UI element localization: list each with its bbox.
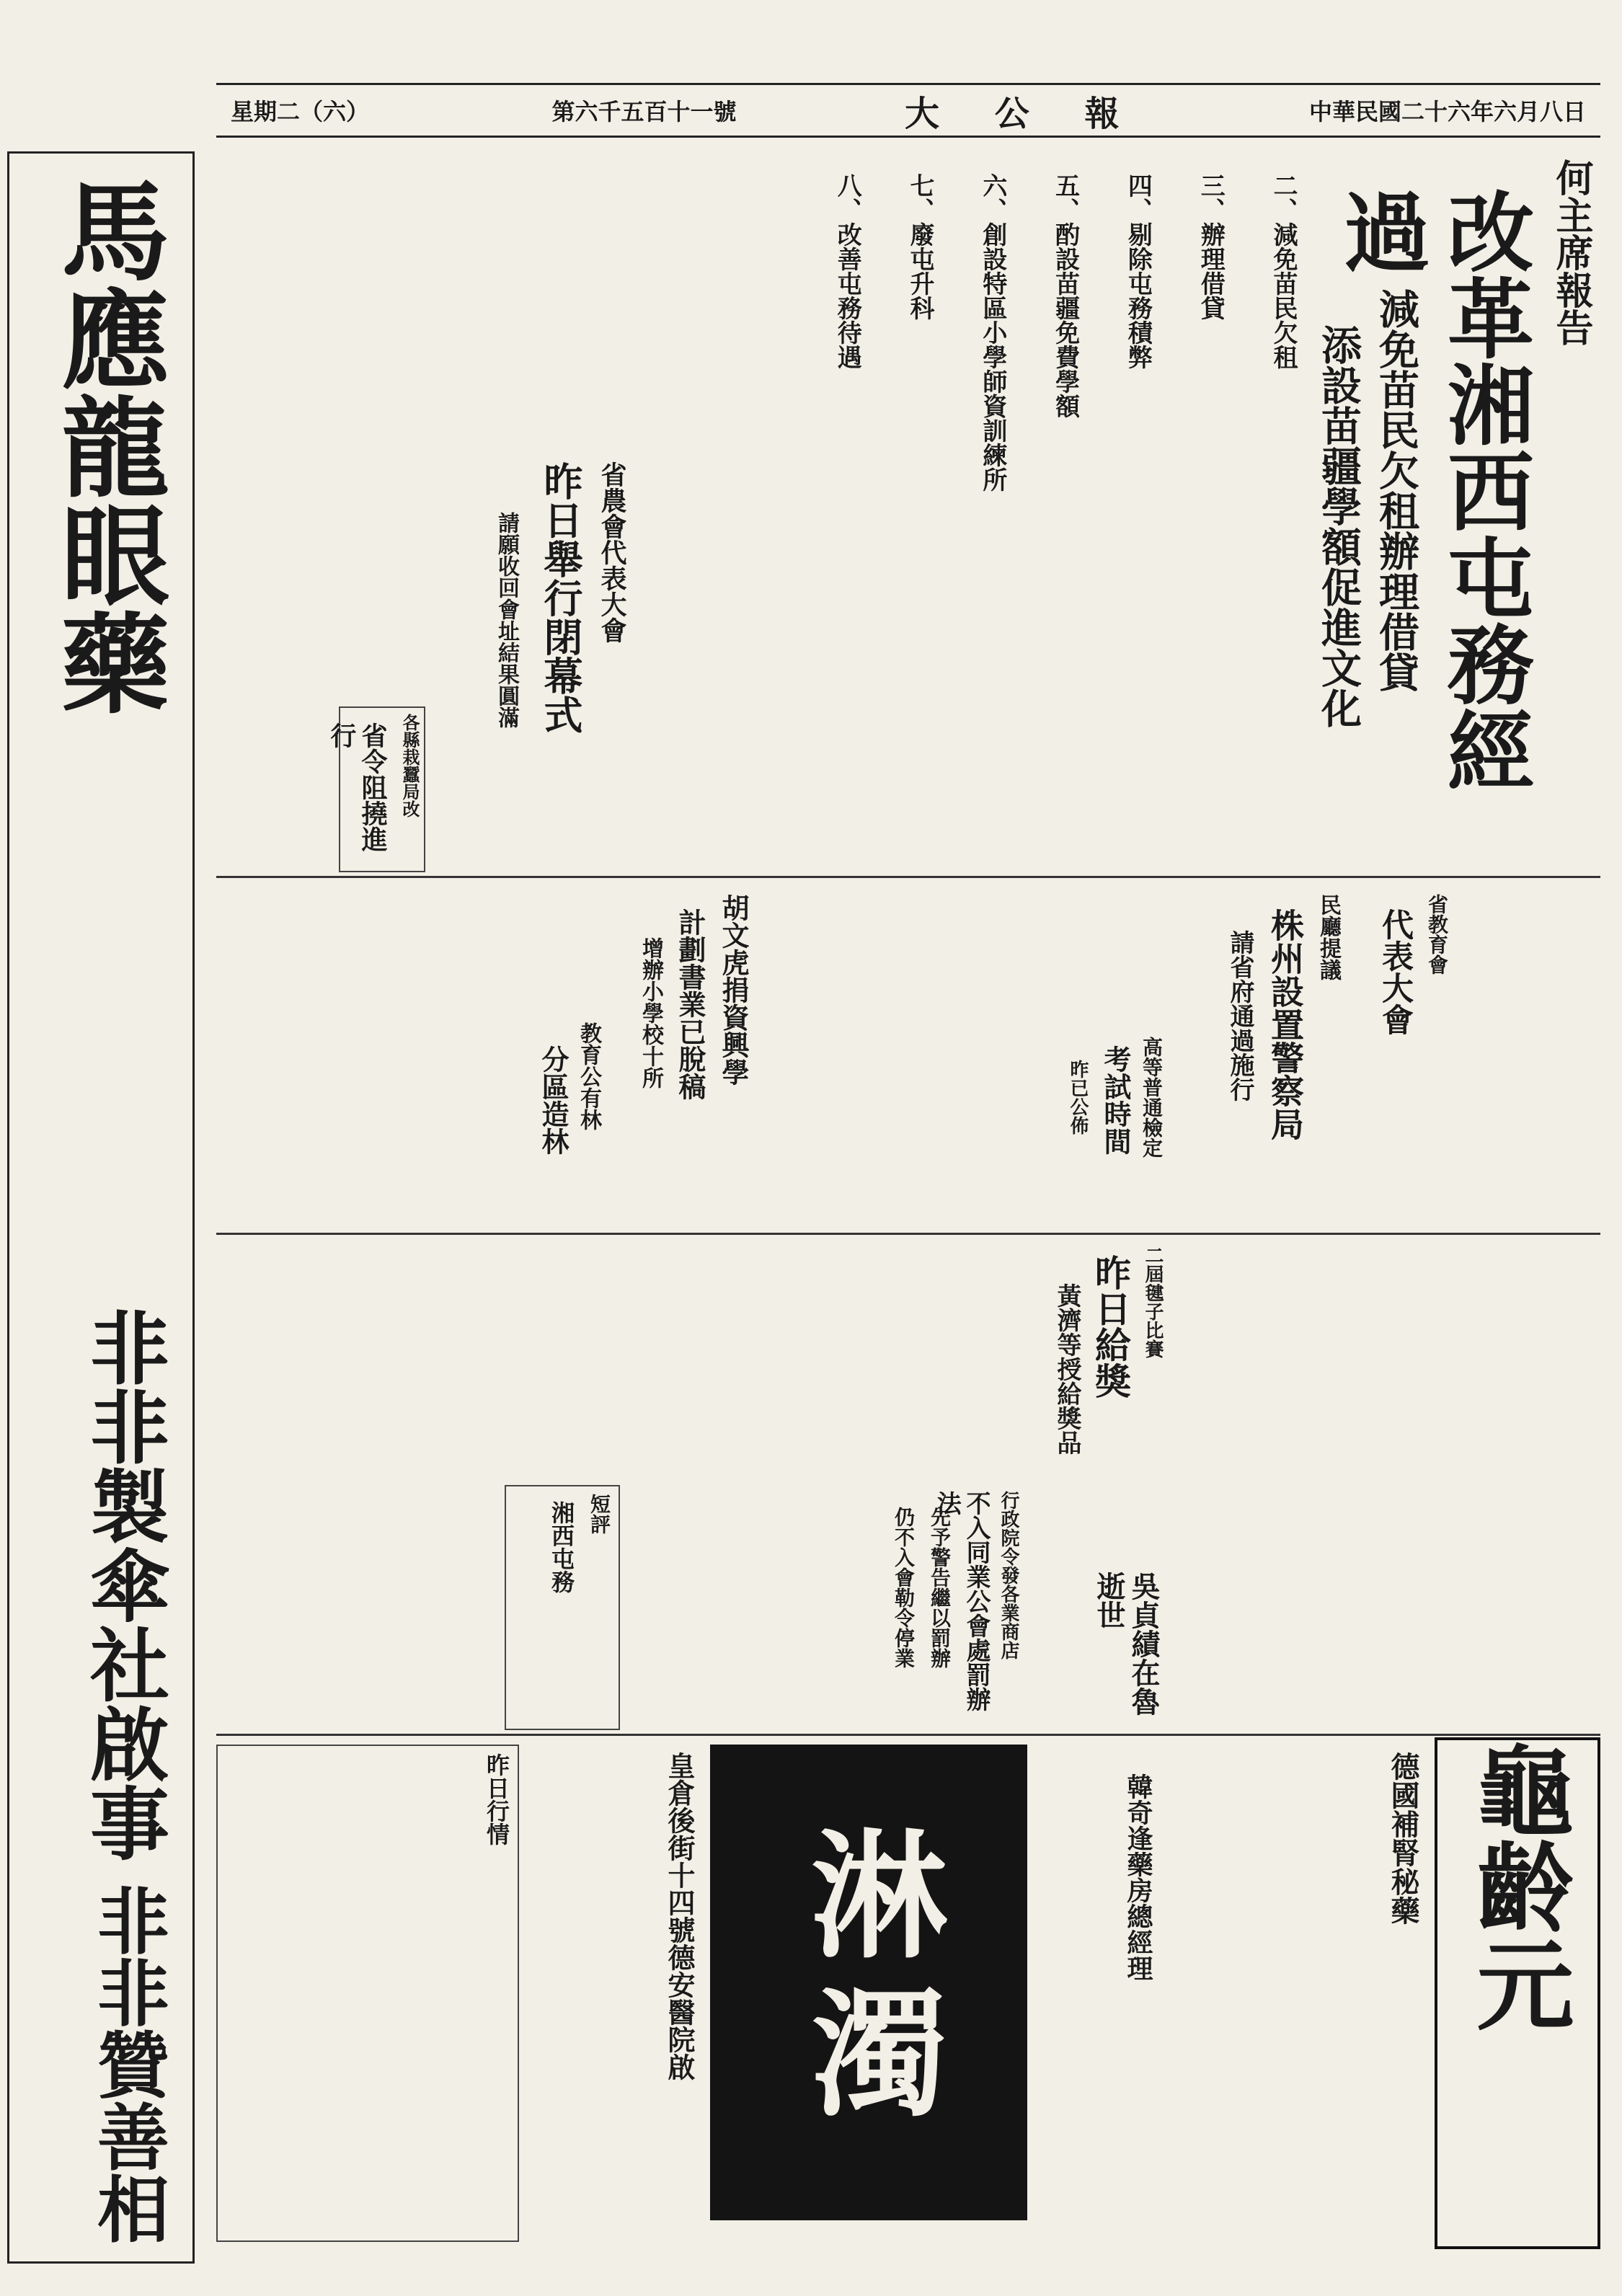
divider	[216, 876, 1600, 878]
silk-title: 省令阻撓進行	[326, 722, 388, 852]
lead-section: 三、辦理借貸	[1196, 173, 1226, 320]
awards-org: 二屆毽子比賽	[1142, 1246, 1164, 1358]
lead-sections	[832, 173, 1298, 822]
huwenhu-article	[598, 887, 757, 1225]
commerce-title: 不入同業公會處罰辦法	[932, 1491, 991, 1711]
lead-section: 六、創設特區小學師資訓練所	[978, 173, 1007, 492]
lead-speaker: 何主席報告	[1549, 159, 1593, 346]
masthead-page: 星期二（六）	[231, 98, 370, 125]
lin-zhuo-ad	[710, 1745, 1027, 2220]
assembly-article	[433, 454, 634, 865]
exam-article	[1038, 1031, 1168, 1233]
masthead	[216, 83, 1600, 138]
hospital-name: 皇倉後街十四號德安醫院啟	[663, 1752, 696, 2080]
market-title: 昨日行情	[483, 1753, 510, 1845]
commerce-subtitle-1: 先予警告繼以罰辦	[928, 1507, 952, 1668]
masthead-issue: 第六千五百十一號	[551, 98, 737, 125]
forestry-article	[519, 1016, 606, 1233]
lead-section: 七、廢屯升科	[905, 173, 935, 320]
police-title: 株州設置警察局	[1266, 908, 1305, 1140]
awards-subtitle: 黃濟等授給獎品	[1052, 1283, 1081, 1455]
awards-article	[1024, 1240, 1168, 1572]
lead-section: 二、減免苗民欠租	[1269, 173, 1298, 369]
forestry-title: 教育公有林	[576, 1022, 601, 1130]
gui-ling-title: 龜齡元	[1461, 1740, 1575, 2032]
pharmacy-ad	[1038, 1745, 1161, 2242]
hospital-ad	[523, 1745, 703, 2242]
masthead-date: 中華民國二十六年六月八日	[1308, 98, 1586, 125]
divider	[216, 1734, 1600, 1736]
exam-org: 高等普通檢定	[1140, 1037, 1164, 1158]
lead-subtitle-2: 添設苗疆學額促進文化	[1315, 324, 1362, 728]
obituary-title: 吳貞績在魯逝世	[1092, 1572, 1161, 1716]
huwenhu-title: 胡文虎捐資興學	[717, 894, 750, 1086]
lin-zhuo-title: 淋濁	[788, 1824, 949, 2141]
awards-title: 昨日給獎	[1089, 1254, 1132, 1399]
exam-title: 考試時間	[1099, 1045, 1132, 1155]
gui-sub-ad	[1370, 1745, 1427, 2242]
assembly-title: 昨日舉行閉幕式	[538, 461, 584, 734]
editorial-box	[505, 1485, 620, 1730]
silk-article	[326, 706, 425, 872]
commerce-org: 行政院令發各業商店	[998, 1491, 1019, 1659]
left-ad-strip	[7, 151, 195, 2264]
masthead-title: 大 公 報	[905, 93, 1141, 134]
editorial-label: 短評	[588, 1494, 611, 1534]
pharmacy-name: 韓奇逢藥房總經理	[1123, 1773, 1153, 1981]
gui-ling-ad	[1435, 1737, 1600, 2249]
assembly-subtitle: 請願收回會址結果圓滿	[494, 512, 519, 728]
lead-section: 四、剔除屯務積弊	[1123, 173, 1153, 369]
huwenhu-subtitle-1: 計劃書業已脫稿	[674, 908, 706, 1100]
lead-title: 改革湘西屯務經過	[1329, 187, 1535, 793]
education-article	[1348, 887, 1456, 1117]
huwenhu-subtitle-2: 增辦小學校十所	[638, 937, 663, 1089]
lead-section: 五、酌設苗疆免費學額	[1050, 173, 1080, 418]
education-title: 代表大會	[1376, 908, 1413, 1035]
police-subtitle: 請省府通過施行	[1226, 930, 1254, 1102]
divider	[216, 1233, 1600, 1235]
ad-ma-ying-long: 馬應龍眼藥	[43, 175, 169, 716]
lead-section: 八、改善屯務待遇	[833, 173, 862, 369]
obituary-article	[1060, 1564, 1168, 1737]
ad-feifei-umbrella: 非非製傘社啟事	[77, 1307, 170, 1862]
lead-subtitle-1: 減免苗民欠租辦理借貸	[1373, 288, 1420, 692]
gui-subtitle: 德國補腎秘藥	[1386, 1752, 1420, 1925]
police-org: 民廳提議	[1316, 894, 1341, 980]
market-box	[216, 1745, 519, 2242]
assembly-org: 省農會代表大會	[597, 461, 627, 643]
police-article	[1189, 887, 1348, 1204]
forestry-subtitle: 分區造林	[537, 1045, 570, 1155]
exam-subtitle: 昨已公佈	[1067, 1060, 1089, 1135]
commerce-article	[851, 1485, 1024, 1730]
editorial-title: 湘西屯務	[548, 1501, 575, 1593]
commerce-subtitle-2: 仍不入會勒令停業	[892, 1507, 916, 1668]
education-org: 省教育會	[1425, 894, 1449, 975]
ad-feifei-zanshan: 非非贊善相	[85, 1884, 170, 2244]
silk-org: 各縣栽蠶局改	[399, 714, 420, 817]
